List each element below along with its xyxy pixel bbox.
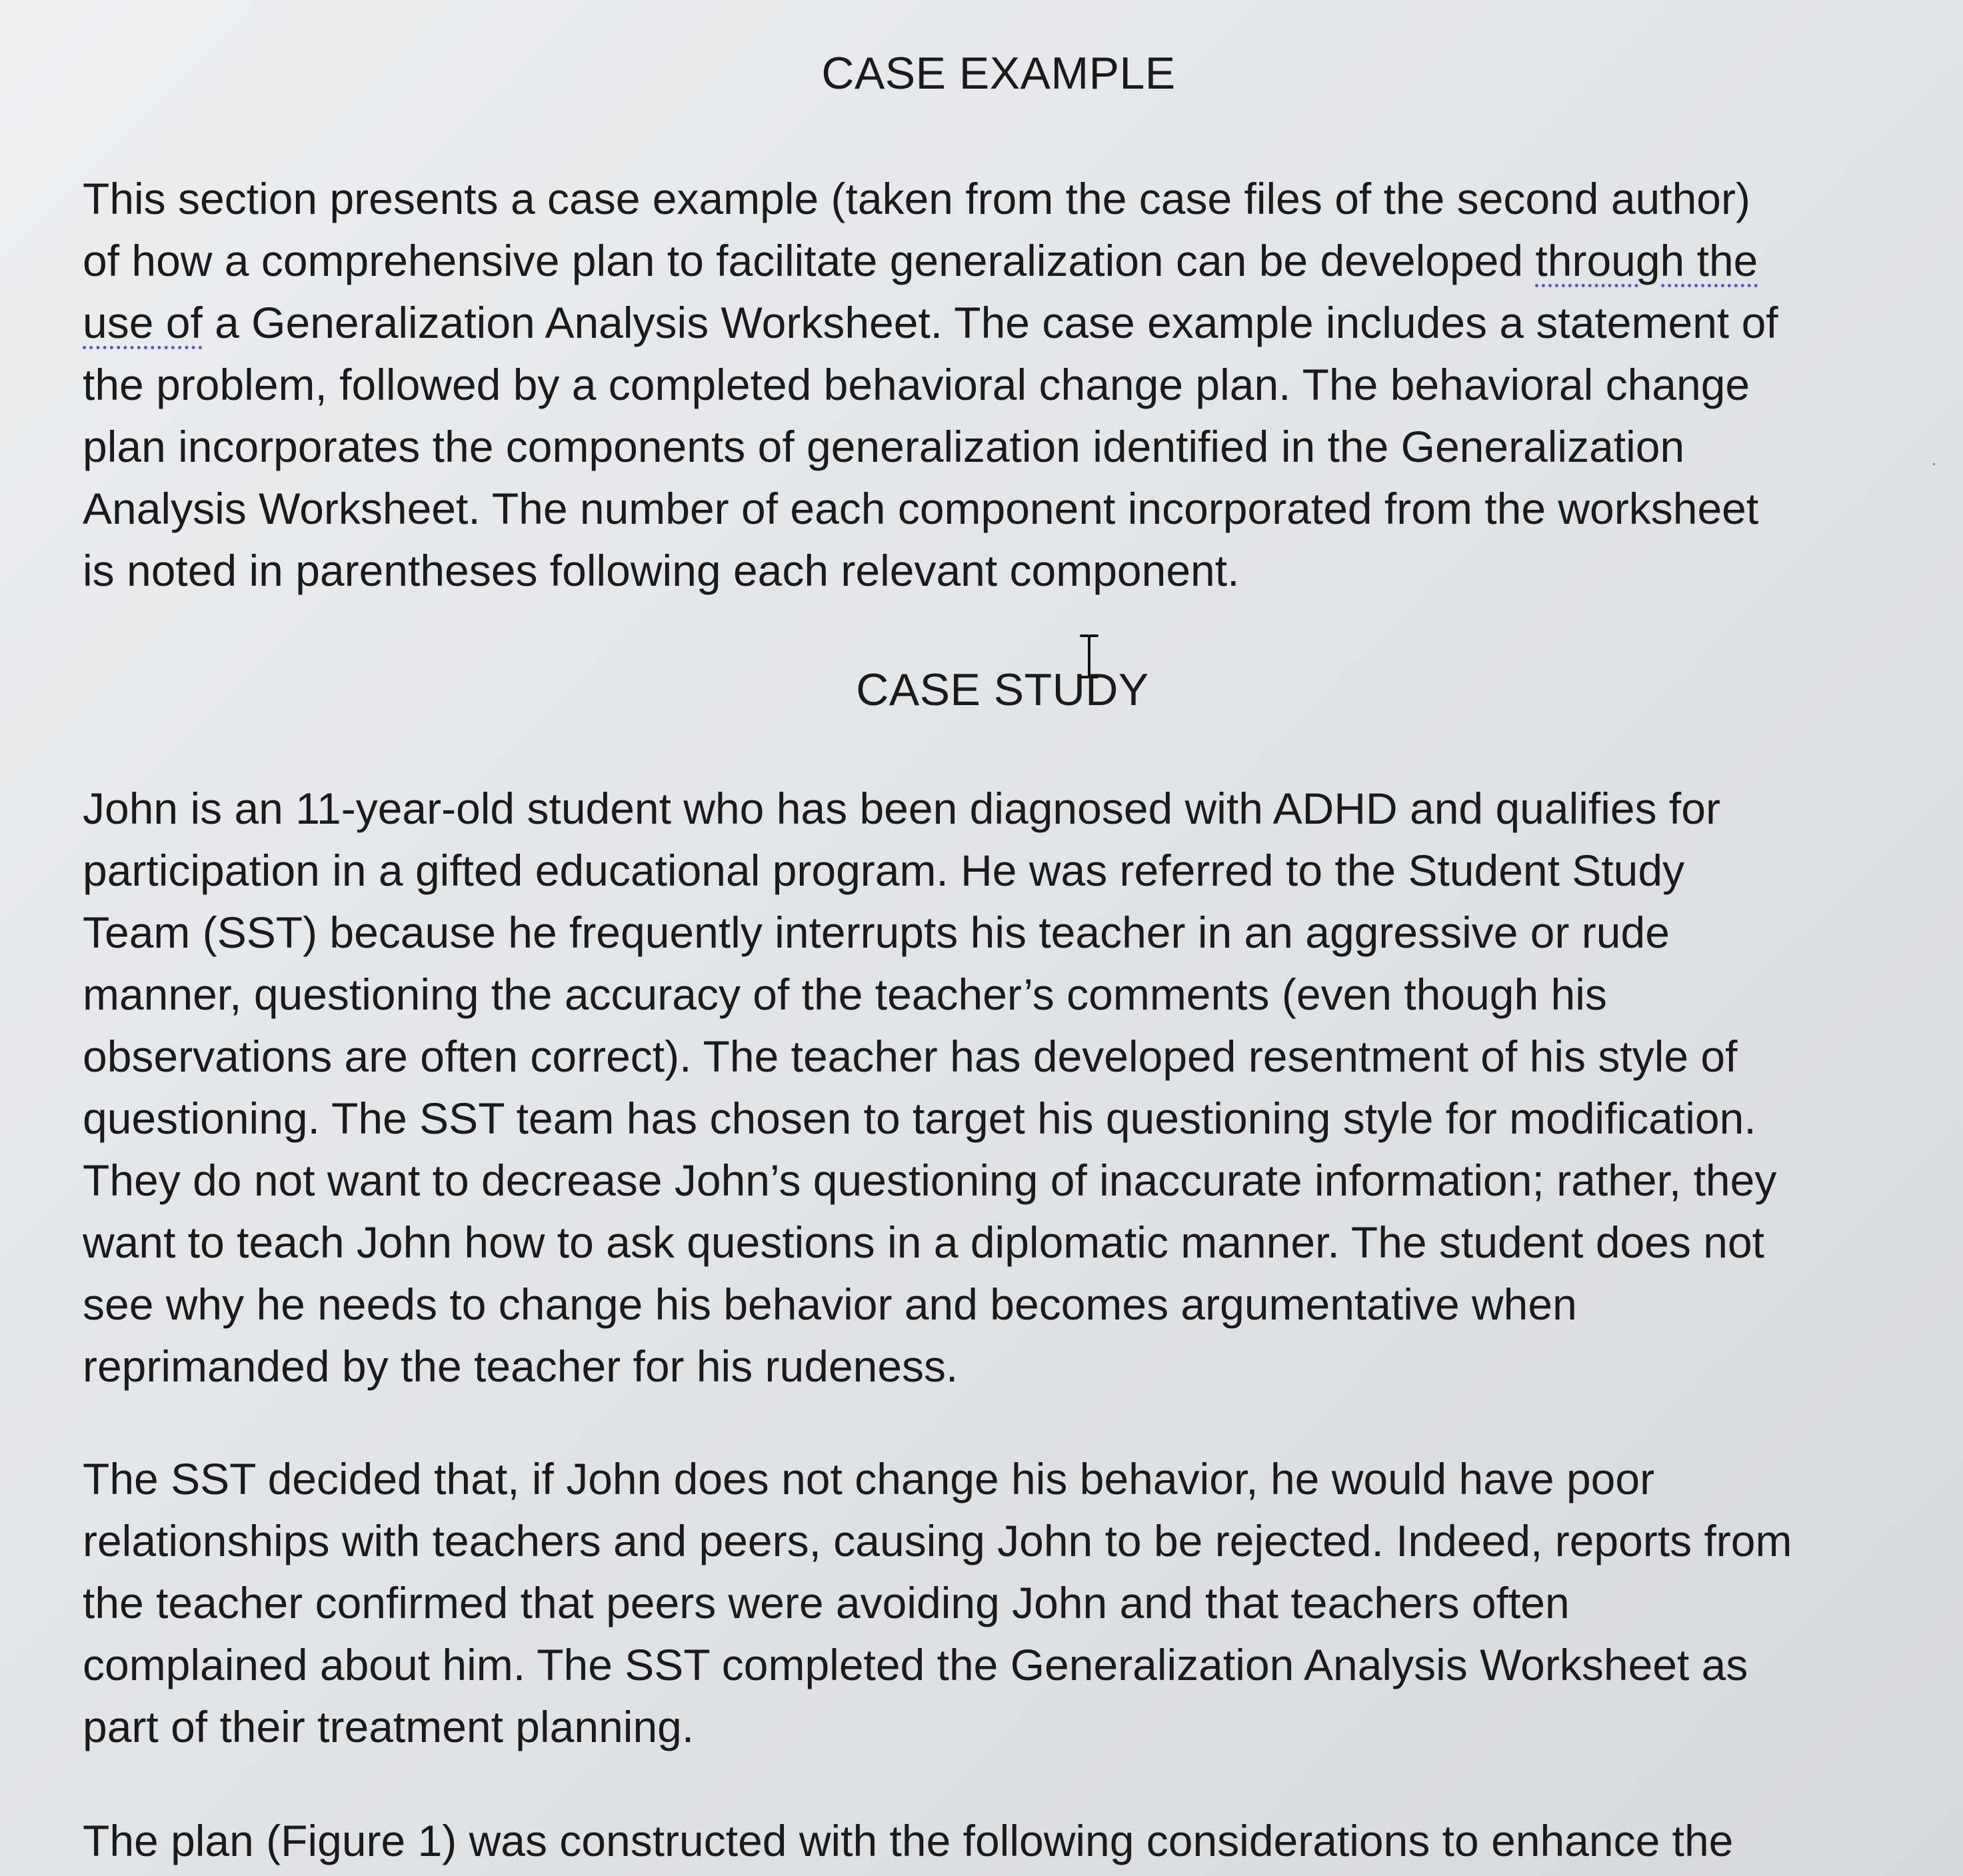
case-paragraph-1[interactable] bbox=[83, 778, 1922, 1398]
paragraph-line: participation in a gifted educational program. He was referred to the Student Study bbox=[83, 846, 1685, 895]
grammar-suggestion-underline[interactable]: through the bbox=[1535, 236, 1758, 285]
intro-line: Analysis Worksheet. The number of each component incorporated from the worksheet bbox=[83, 484, 1759, 533]
paragraph-line: part of their treatment planning. bbox=[83, 1702, 695, 1751]
paragraph-line: relationships with teachers and peers, causing John to be rejected. Indeed, reports from bbox=[83, 1516, 1792, 1565]
paragraph-line: see why he needs to change his behavior and becomes argumentative when bbox=[83, 1280, 1577, 1329]
paragraph-line: want to teach John how to ask questions in a diplomatic manner. The student does not bbox=[83, 1218, 1765, 1267]
intro-line: This section presents a case example (taken from the case files of the second author) bbox=[83, 174, 1750, 223]
paragraph-line: complained about him. The SST completed the Generalization Analysis Worksheet as bbox=[83, 1640, 1748, 1689]
page-title: CASE EXAMPLE bbox=[821, 48, 1176, 99]
case-paragraph-3[interactable] bbox=[83, 1810, 1922, 1872]
intro-line: the problem, followed by a completed behavioral change plan. The behavioral change bbox=[83, 360, 1750, 409]
case-paragraph-2[interactable] bbox=[83, 1448, 1922, 1758]
intro-line: use of a Generalization Analysis Worksheet. The case example includes a statement of bbox=[83, 298, 1778, 347]
intro-paragraph[interactable] bbox=[83, 168, 1922, 602]
screen-speck bbox=[1933, 463, 1935, 465]
paragraph-line: The SST decided that, if John does not change his behavior, he would have poor bbox=[83, 1454, 1655, 1503]
paragraph-line: reprimanded by the teacher for his rudeness. bbox=[83, 1342, 959, 1391]
intro-line: is noted in parentheses following each relevant component. bbox=[83, 546, 1240, 595]
paragraph-line: The plan (Figure 1) was constructed with the following considerations to enhance the bbox=[83, 1816, 1734, 1865]
section-heading: CASE STUDY bbox=[856, 664, 1149, 715]
paragraph-line: Team (SST) because he frequently interrupts his teacher in an aggressive or rude bbox=[83, 908, 1670, 957]
paragraph-line: questioning. The SST team has chosen to target his questioning style for modification. bbox=[83, 1094, 1756, 1143]
paragraph-line: They do not want to decrease John’s questioning of inaccurate information; rather, they bbox=[83, 1156, 1777, 1205]
document-body bbox=[83, 40, 1922, 1872]
paragraph-line: manner, questioning the accuracy of the teacher’s comments (even though his bbox=[83, 970, 1607, 1019]
text-cursor-icon bbox=[1076, 633, 1102, 680]
paragraph-line: the teacher confirmed that peers were avoiding John and that teachers often bbox=[83, 1578, 1570, 1627]
paragraph-line: John is an 11-year-old student who has been diagnosed with ADHD and qualifies for bbox=[83, 784, 1720, 833]
grammar-suggestion-underline[interactable]: use of bbox=[83, 298, 203, 347]
intro-line: plan incorporates the components of generalization identified in the Generalization bbox=[83, 422, 1685, 471]
intro-line: of how a comprehensive plan to facilitate generalization can be developed through the bbox=[83, 236, 1758, 285]
paragraph-line: observations are often correct). The teacher has developed resentment of his style of bbox=[83, 1032, 1738, 1081]
